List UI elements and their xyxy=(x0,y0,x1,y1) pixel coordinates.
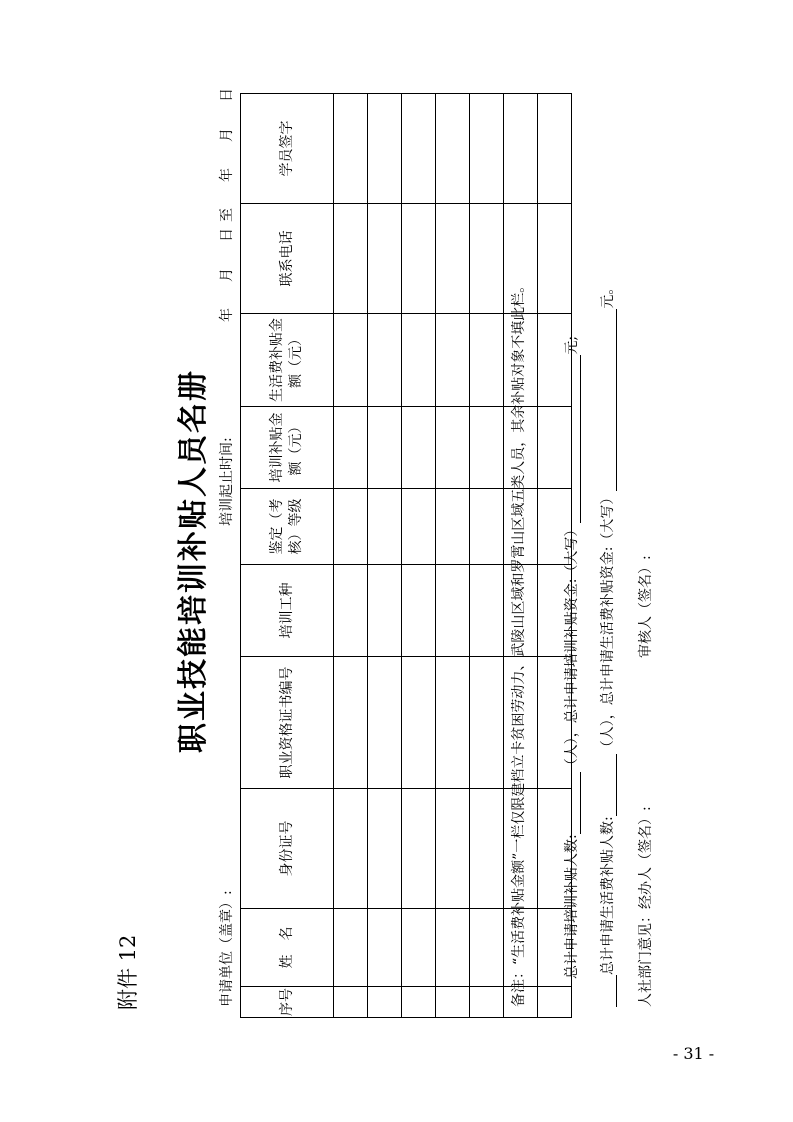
table-cell[interactable] xyxy=(368,789,402,909)
table-cell[interactable] xyxy=(402,657,436,789)
living-count-label: 总计申请生活费补贴人数: xyxy=(600,816,616,975)
table-cell[interactable] xyxy=(334,407,368,489)
table-cell[interactable] xyxy=(334,565,368,657)
living-count-blank[interactable] xyxy=(602,754,617,816)
table-cell[interactable] xyxy=(470,909,504,987)
table-cell[interactable] xyxy=(368,407,402,489)
table-row xyxy=(334,94,368,1018)
column-header: 培训工种 xyxy=(241,565,334,657)
applicant-unit-label: 申请单位（盖章）: xyxy=(219,890,235,1007)
table-body xyxy=(334,94,572,1018)
table-cell[interactable] xyxy=(470,314,504,407)
living-leading-blank[interactable] xyxy=(602,975,617,1007)
table-row xyxy=(470,94,504,1018)
table-cell[interactable] xyxy=(368,489,402,565)
training-subsidy-summary xyxy=(561,336,581,979)
table-cell[interactable] xyxy=(538,204,572,314)
table-cell[interactable] xyxy=(436,657,470,789)
table-cell[interactable] xyxy=(436,565,470,657)
page-title: 职业技能培训补贴人员名册 xyxy=(176,369,211,753)
table-cell[interactable] xyxy=(470,489,504,565)
table-cell[interactable] xyxy=(402,987,436,1018)
table-cell[interactable] xyxy=(538,987,572,1018)
table-cell[interactable] xyxy=(368,565,402,657)
table-row xyxy=(368,94,402,1018)
table-cell[interactable] xyxy=(402,314,436,407)
table-cell[interactable] xyxy=(470,657,504,789)
living-subsidy-summary xyxy=(597,281,617,1007)
living-yuan: 元。 xyxy=(600,280,616,309)
table-cell[interactable] xyxy=(436,204,470,314)
table-row xyxy=(436,94,470,1018)
table-cell[interactable] xyxy=(436,987,470,1018)
table-cell[interactable] xyxy=(334,489,368,565)
table-cell[interactable] xyxy=(436,314,470,407)
table-cell[interactable] xyxy=(402,407,436,489)
table-cell[interactable] xyxy=(470,407,504,489)
table-cell[interactable] xyxy=(402,565,436,657)
table-cell[interactable] xyxy=(470,789,504,909)
table-cell[interactable] xyxy=(334,657,368,789)
table-cell[interactable] xyxy=(470,565,504,657)
table-cell[interactable] xyxy=(436,489,470,565)
table-cell[interactable] xyxy=(368,314,402,407)
table-cell[interactable] xyxy=(368,94,402,204)
column-header: 培训补贴金额（元） xyxy=(241,407,334,489)
training-count-label: 总计申请培训补贴人数: xyxy=(564,834,580,979)
column-header: 生活费补贴金额（元） xyxy=(241,314,334,407)
table-cell[interactable] xyxy=(334,987,368,1018)
table-header-row xyxy=(241,94,334,1018)
table-cell[interactable] xyxy=(368,909,402,987)
table-cell[interactable] xyxy=(538,94,572,204)
column-header: 身份证号 xyxy=(241,789,334,909)
training-yuan: 元; xyxy=(564,335,580,355)
column-header: 联系电话 xyxy=(241,204,334,314)
table-cell[interactable] xyxy=(504,94,538,204)
table-cell[interactable] xyxy=(334,909,368,987)
table-cell[interactable] xyxy=(334,314,368,407)
attachment-label: 附件 12 xyxy=(116,934,140,1010)
training-count-blank[interactable] xyxy=(566,772,581,834)
training-amount-label: （人），总计申请培训补贴资金:（大写） xyxy=(564,522,580,773)
page-number: - 31 - xyxy=(672,1043,715,1063)
remark-note: 备注：“生活费补贴金额”一栏仅限建档立卡贫困劳动力、武陵山区域和罗霄山区域五类人员，其余补贴对象不填此栏。 xyxy=(511,278,527,1007)
table-cell[interactable] xyxy=(368,657,402,789)
reviewer-signature: 审核人（签名）: xyxy=(638,555,654,658)
table-cell[interactable] xyxy=(470,987,504,1018)
training-period-label: 培训起止时间: xyxy=(219,437,235,526)
table-cell[interactable] xyxy=(402,909,436,987)
dept-opinion-signature: 人社部门意见：经办人（签名）: xyxy=(638,806,654,1007)
column-header: 姓 名 xyxy=(241,909,334,987)
column-header: 学员签字 xyxy=(241,94,334,204)
table-cell[interactable] xyxy=(436,407,470,489)
living-amount-label: （人），总计申请生活费补贴资金:（大写） xyxy=(600,490,616,755)
training-period-date: 年 月 日至 年 月 日 xyxy=(219,82,235,322)
training-amount-blank[interactable] xyxy=(566,355,581,523)
table-cell[interactable] xyxy=(334,204,368,314)
table-cell[interactable] xyxy=(334,789,368,909)
table-cell[interactable] xyxy=(402,204,436,314)
table-cell[interactable] xyxy=(368,987,402,1018)
table-cell[interactable] xyxy=(402,789,436,909)
table-cell[interactable] xyxy=(368,204,402,314)
table-cell[interactable] xyxy=(470,94,504,204)
table-row xyxy=(402,94,436,1018)
column-header: 序号 xyxy=(241,987,334,1018)
table-cell[interactable] xyxy=(436,789,470,909)
column-header: 职业资格证书编号 xyxy=(241,657,334,789)
table-cell[interactable] xyxy=(436,94,470,204)
table-cell[interactable] xyxy=(402,489,436,565)
table-cell[interactable] xyxy=(334,94,368,204)
table-cell[interactable] xyxy=(436,909,470,987)
column-header: 鉴定（考核）等级 xyxy=(241,489,334,565)
table-cell[interactable] xyxy=(470,204,504,314)
living-amount-blank[interactable] xyxy=(602,309,617,491)
table-cell[interactable] xyxy=(402,94,436,204)
